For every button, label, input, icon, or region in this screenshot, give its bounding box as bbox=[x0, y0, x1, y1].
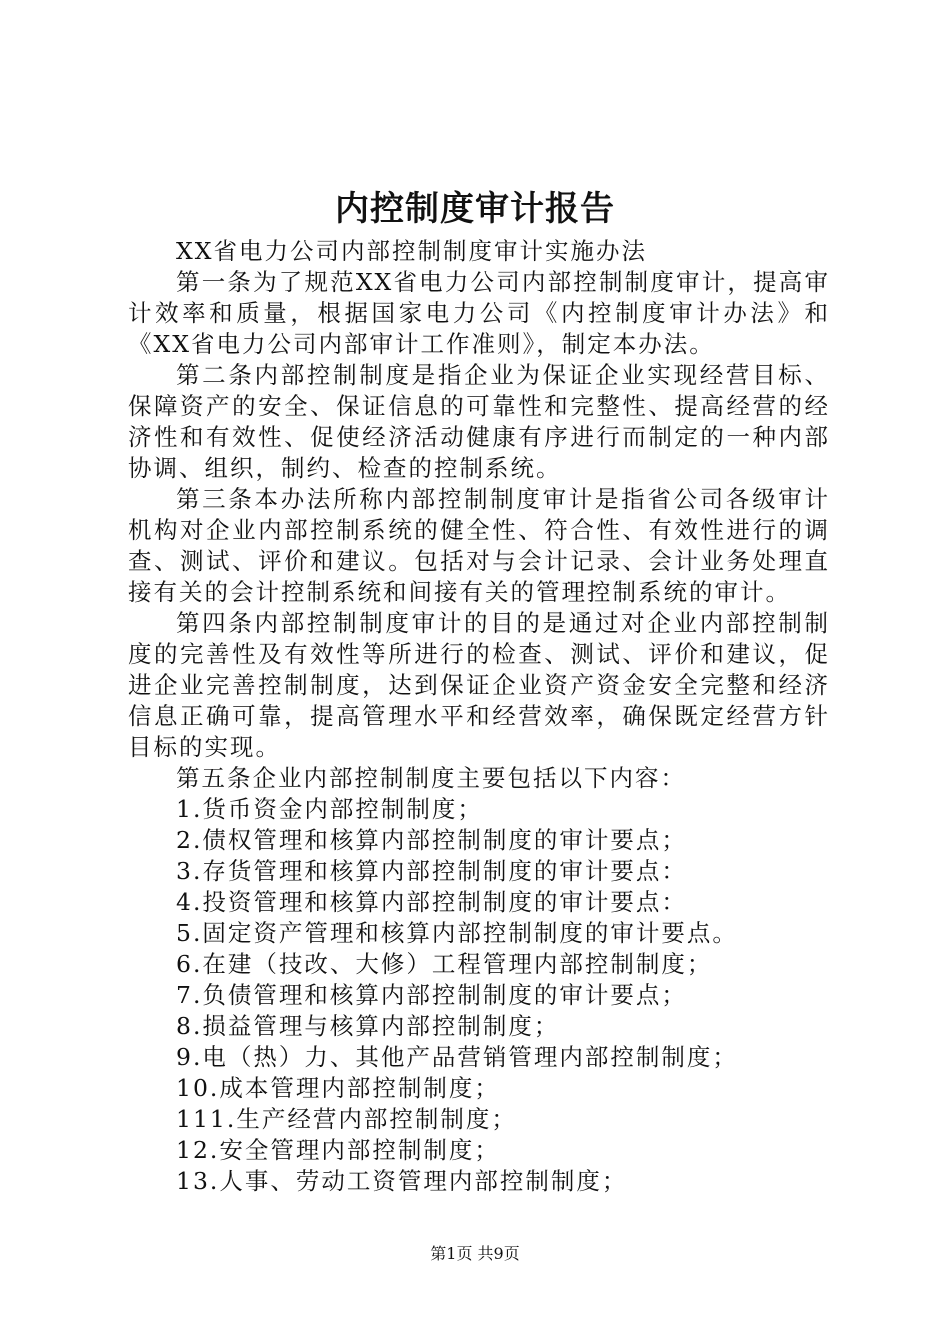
list-item: 10.成本管理内部控制制度； bbox=[176, 1074, 500, 1102]
list-item: 2.债权管理和核算内部控制制度的审计要点； bbox=[176, 826, 687, 854]
list-item: 4.投资管理和核算内部控制制度的审计要点： bbox=[176, 888, 687, 916]
list-item: 1.货币资金内部控制制度； bbox=[176, 795, 483, 823]
article-5: 第五条企业内部控制制度主要包括以下内容： bbox=[176, 764, 686, 792]
article-3: 第三条本办法所称内部控制制度审计是指省公司各级审计机构对企业内部控制系统的健全性、符合性、有效性进行的调查、测试、评价和建议。包括对与会计记录、会计业务处理直接有关的会计控制系统和间接有关的管理控制系统的审计。 bbox=[128, 485, 830, 606]
article-4: 第四条内部控制制度审计的目的是通过对企业内部控制制度的完善性及有效性等所进行的检查、测试、评价和建议，促进企业完善控制制度，达到保证企业资产资金安全完整和经济信息正确可靠，提高管理水平和经营效率，确保既定经营方针目标的实现。 bbox=[128, 609, 830, 761]
page-footer: 第1页 共9页 bbox=[430, 1244, 520, 1263]
article-2: 第二条内部控制制度是指企业为保证企业实现经营目标、保障资产的安全、保证信息的可靠性和完整性、提高经营的经济性和有效性、促使经济活动健康有序进行而制定的一种内部协调、组织，制约、检查的控制系统。 bbox=[128, 361, 830, 482]
list-item: 8.损益管理与核算内部控制制度； bbox=[176, 1012, 560, 1040]
list-item: 7.负债管理和核算内部控制制度的审计要点； bbox=[176, 981, 687, 1009]
list-item: 6.在建（技改、大修）工程管理内部控制制度； bbox=[176, 950, 713, 978]
list-item: 12.安全管理内部控制制度； bbox=[176, 1136, 500, 1164]
document-subtitle: XX省电力公司内部控制制度审计实施办法 bbox=[176, 237, 647, 265]
article-1: 第一条为了规范XX省电力公司内部控制制度审计，提高审计效率和质量，根据国家电力公司《内控制度审计办法》和《XX省电力公司内部审计工作准则》，制定本办法。 bbox=[128, 268, 830, 358]
list-item: 3.存货管理和核算内部控制制度的审计要点： bbox=[176, 857, 687, 885]
list-item: 9.电（热）力、其他产品营销管理内部控制制度； bbox=[176, 1043, 738, 1071]
list-item: 13.人事、劳动工资管理内部控制制度； bbox=[176, 1167, 628, 1195]
document-title: 内控制度审计报告 bbox=[335, 189, 615, 229]
document-body bbox=[128, 236, 830, 1197]
list-item: 5.固定资产管理和核算内部控制制度的审计要点。 bbox=[176, 919, 738, 947]
list-item: 111.生产经营内部控制制度； bbox=[176, 1105, 517, 1133]
